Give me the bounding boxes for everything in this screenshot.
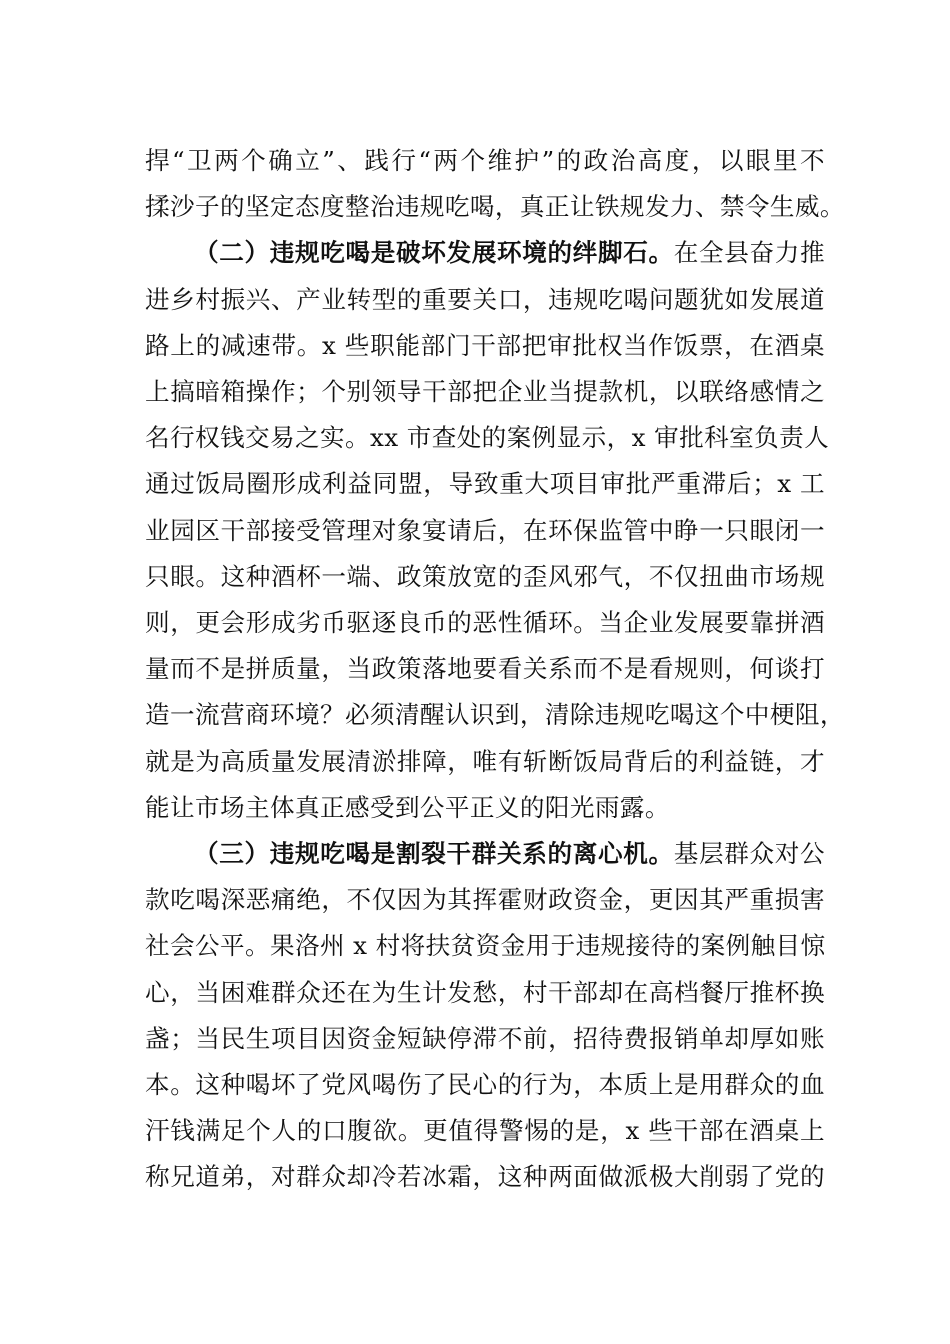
text-line: 通过饭局圈形成利益同盟，导致重大项目审批严重滞后；x 工 [145, 469, 825, 499]
text-line: 心，当困难群众还在为生计发愁，村干部却在高档餐厅推杯换 [145, 977, 825, 1007]
text-line: 就是为高质量发展清淤排障，唯有斩断饭局背后的利益链，才 [145, 746, 825, 776]
first-line [145, 230, 825, 276]
section-heading: （二）违规吃喝是破坏发展环境的绊脚石。 [194, 238, 674, 268]
paragraph-section-2 [145, 230, 845, 831]
text-fragment: 基层群众对公 [673, 839, 825, 869]
text-line: 量而不是拼质量，当政策落地要看关系而不是看规则，何谈打 [145, 654, 825, 684]
text-line: 只眼。这种酒杯一端、政策放宽的歪风邪气，不仅扭曲市场规 [145, 561, 825, 591]
text-line: 能让市场主体真正感受到公平正义的阳光雨露。 [145, 792, 670, 822]
text-fragment: 在全县奋力推 [673, 238, 825, 268]
text-line: 款吃喝深恶痛绝，不仅因为其挥霍财政资金，更因其严重损害 [145, 885, 825, 915]
document-body [145, 138, 845, 1201]
first-line [145, 831, 825, 877]
text-line: 造一流营商环境？必须清醒认识到，清除违规吃喝这个中梗阻， [145, 700, 845, 730]
text-line: 则，更会形成劣币驱逐良币的恶性循环。当企业发展要靠拼酒 [145, 608, 825, 638]
text-line: 汗钱满足个人的口腹欲。更值得警惕的是，x 些干部在酒桌上 [145, 1116, 825, 1146]
text-line: 进乡村振兴、产业转型的重要关口，违规吃喝问题犹如发展道 [145, 284, 825, 314]
text-line: 路上的减速带。x 些职能部门干部把审批权当作饭票，在酒桌 [145, 330, 825, 360]
text-line: 本。这种喝坏了党风喝伤了民心的行为，本质上是用群众的血 [145, 1070, 825, 1100]
text-line: 上搞暗箱操作；个别领导干部把企业当提款机，以联络感情之 [145, 377, 825, 407]
paragraph-section-3 [145, 831, 825, 1201]
text-line: 业园区干部接受管理对象宴请后，在环保监管中睁一只眼闭一 [145, 515, 825, 545]
text-line: 捍“卫两个确立”、践行“两个维护”的政治高度，以眼里不 [145, 146, 825, 175]
paragraph-continuation [145, 138, 845, 230]
text-line: 名行权钱交易之实。xx 市查处的案例显示，x 审批科室负责人 [145, 423, 830, 453]
text-line: 称兄道弟，对群众却冷若冰霜，这种两面做派极大削弱了党的 [145, 1162, 825, 1192]
section-heading: （三）违规吃喝是割裂干群关系的离心机。 [194, 839, 674, 869]
text-line: 盏；当民生项目因资金短缺停滞不前，招待费报销单却厚如账 [145, 1023, 825, 1053]
text-line: 揉沙子的坚定态度整治违规吃喝，真正让铁规发力、禁令生威。 [145, 192, 845, 222]
text-line: 社会公平。果洛州 x 村将扶贫资金用于违规接待的案例触目惊 [145, 931, 826, 961]
